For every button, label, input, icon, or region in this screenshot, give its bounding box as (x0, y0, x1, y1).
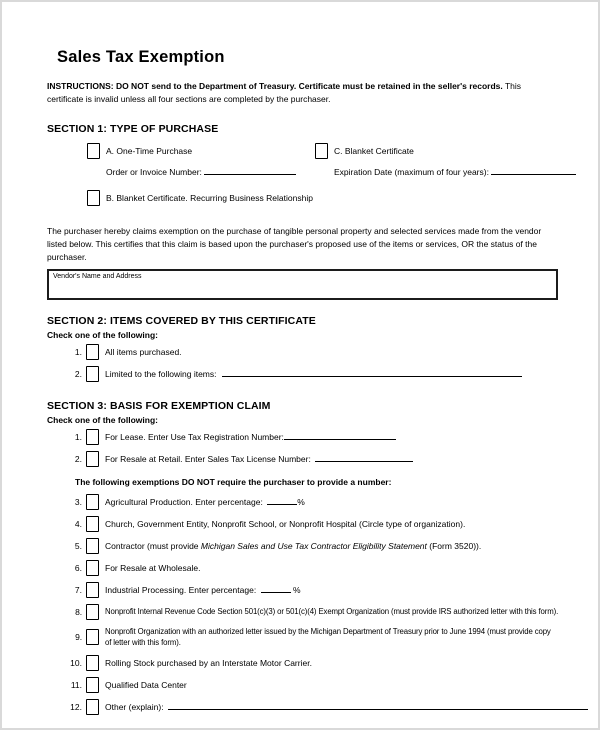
instructions-paragraph (47, 80, 558, 106)
s3-item-9-row (47, 626, 558, 649)
s3-item-5-row (47, 538, 558, 554)
s3-item-2-row (47, 451, 558, 467)
expiration-date-row (334, 166, 576, 177)
s3-item-9-number: 9. (75, 632, 82, 643)
s3-item-8-label: Nonprofit Internal Revenue Code Section 501(c)(3) or 501(c)(4) Exempt Organization (must provide IRS authorized letter with this form). (105, 607, 559, 617)
expiration-date-input[interactable] (491, 166, 576, 175)
s2-item-1-number: 1. (74, 346, 82, 357)
option-c-row (315, 143, 576, 159)
section3-heading: SECTION 3: BASIS FOR EXEMPTION CLAIM (47, 399, 271, 412)
s3-item-4-row (47, 516, 558, 532)
checkbox-agricultural-production[interactable] (86, 494, 99, 510)
checkbox-blanket-recurring[interactable] (87, 190, 100, 206)
section1-column-right (315, 143, 576, 177)
checkbox-resale-wholesale[interactable] (86, 560, 99, 576)
s2-item-2-row (47, 366, 558, 382)
s3-item-4-number: 4. (74, 518, 82, 529)
s3-item-12-label: Other (explain): (105, 702, 164, 713)
instructions-regular-text: This certificate is invalid unless all four sections are completed by the purchaser. (47, 81, 522, 105)
s2-item-2-labelwrap (105, 368, 558, 379)
section1-column-left (87, 143, 315, 177)
agricultural-percentage-input[interactable] (267, 496, 297, 505)
s3-item-7-labelwrap (105, 584, 558, 595)
form-content (2, 48, 598, 715)
s3-item-7-number: 7. (74, 584, 82, 595)
s3-item-1-number: 1. (74, 431, 82, 442)
page-title: Sales Tax Exemption (57, 48, 225, 66)
checkbox-contractor[interactable] (86, 538, 99, 554)
other-explain-input[interactable] (168, 701, 588, 710)
s2-item-1-row (47, 344, 558, 360)
checkbox-resale-retail[interactable] (86, 451, 99, 467)
s3-item-6-label: For Resale at Wholesale. (105, 562, 201, 573)
option-a-label: A. One-Time Purchase (106, 146, 193, 157)
section3-prompt: Check one of the following: (47, 414, 158, 425)
no-number-note: The following exemptions DO NOT require the purchaser to provide a number: (75, 476, 392, 487)
checkbox-for-lease[interactable] (86, 429, 99, 445)
s3-item-12-row (47, 699, 558, 715)
section2-heading: SECTION 2: ITEMS COVERED BY THIS CERTIFICATE (47, 314, 316, 327)
s3-item-6-row (47, 560, 558, 576)
s3-item-5-labelwrap (105, 541, 558, 551)
s3-item-7-suffix: % (292, 585, 301, 596)
checkbox-industrial-processing[interactable] (86, 582, 99, 598)
sales-tax-license-number-input[interactable] (315, 453, 413, 462)
checkbox-limited-items[interactable] (86, 366, 99, 382)
s2-item-1-label: All items purchased. (105, 346, 182, 357)
s3-item-5-label-pre: Contractor (must provide (105, 540, 201, 551)
s3-item-8-row (47, 604, 558, 620)
s3-item-10-label: Rolling Stock purchased by an Interstate Motor Carrier. (105, 657, 312, 668)
claim-paragraph: The purchaser hereby claims exemption on the purchase of tangible personal property and selected services made from the vendor listed below. This certifies that this claim is based upon the purchaser's proposed use of the items or services, OR the status of the purchaser. (47, 226, 542, 262)
vendor-box-label: Vendor's Name and Address (53, 272, 142, 280)
checkbox-all-items-purchased[interactable] (86, 344, 99, 360)
s3-item-8-number: 8. (75, 606, 82, 617)
instructions-bold-text: INSTRUCTIONS: DO NOT send to the Department of Treasury. Certificate must be retained in the seller's records. (47, 81, 503, 91)
s3-item-10-number: 10. (70, 657, 82, 668)
order-invoice-row (106, 166, 315, 177)
industrial-percentage-input[interactable] (261, 584, 291, 593)
s3-item-4-label: Church, Government Entity, Nonprofit School, or Nonprofit Hospital (Circle type of organization). (105, 518, 466, 529)
s3-item-3-suffix: % (297, 497, 305, 508)
s3-item-3-row (47, 494, 558, 510)
option-c-label: C. Blanket Certificate (334, 146, 414, 157)
expiration-date-label: Expiration Date (maximum of four years): (334, 167, 489, 178)
checkbox-church-government-nonprofit[interactable] (86, 516, 99, 532)
limited-items-input[interactable] (222, 368, 522, 377)
s3-item-5-number: 5. (74, 540, 82, 551)
s3-item-2-number: 2. (74, 453, 82, 464)
s3-item-5-label-italic: Michigan Sales and Use Tax Contractor Eligibility Statement (200, 540, 427, 551)
s3-item-12-number: 12. (70, 701, 82, 712)
s3-item-1-label: For Lease. Enter Use Tax Registration Number: (105, 432, 284, 443)
section1-options (87, 143, 558, 177)
s3-item-2-labelwrap (105, 453, 558, 464)
section2-prompt: Check one of the following: (47, 329, 158, 340)
s3-item-12-labelwrap (105, 701, 558, 712)
s3-item-3-labelwrap (105, 496, 558, 507)
s3-item-3-number: 3. (74, 496, 82, 507)
s2-item-2-number: 2. (74, 368, 82, 379)
option-a-row (87, 143, 315, 159)
s3-item-11-row (47, 677, 558, 693)
s3-item-5-label-post: (Form 3520)). (426, 540, 482, 551)
s3-item-10-row (47, 655, 558, 671)
s3-item-3-label: Agricultural Production. Enter percentage: (105, 497, 263, 508)
option-b-label: B. Blanket Certificate. Recurring Business Relationship (106, 193, 313, 204)
section1-heading: SECTION 1: TYPE OF PURCHASE (47, 123, 219, 136)
checkbox-other[interactable] (86, 699, 99, 715)
s2-item-2-label: Limited to the following items: (105, 369, 217, 380)
checkbox-nonprofit-authorized-letter[interactable] (86, 629, 99, 645)
checkbox-qualified-data-center[interactable] (86, 677, 99, 693)
vendor-name-address-box[interactable] (47, 269, 558, 300)
s3-item-6-number: 6. (74, 562, 82, 573)
checkbox-one-time-purchase[interactable] (87, 143, 100, 159)
s3-item-2-label: For Resale at Retail. Enter Sales Tax License Number: (105, 454, 311, 465)
s3-item-11-number: 11. (70, 679, 82, 690)
s3-item-1-row (47, 429, 558, 445)
checkbox-nonprofit-501c[interactable] (86, 604, 99, 620)
checkbox-rolling-stock[interactable] (86, 655, 99, 671)
option-b-row (87, 190, 558, 206)
checkbox-blanket-certificate[interactable] (315, 143, 328, 159)
order-invoice-label: Order or Invoice Number: (106, 167, 202, 178)
s3-item-7-row (47, 582, 558, 598)
s3-item-9-label: Nonprofit Organization with an authorized letter issued by the Michigan Department of Treasury prior to June 1994 (must provide copy of letter with this form). (105, 626, 551, 648)
s3-item-7-label: Industrial Processing. Enter percentage: (105, 585, 257, 596)
s3-item-1-labelwrap (105, 431, 558, 442)
s3-item-11-label: Qualified Data Center (105, 679, 187, 690)
use-tax-registration-number-input[interactable] (284, 431, 396, 440)
order-invoice-number-input[interactable] (204, 166, 296, 175)
